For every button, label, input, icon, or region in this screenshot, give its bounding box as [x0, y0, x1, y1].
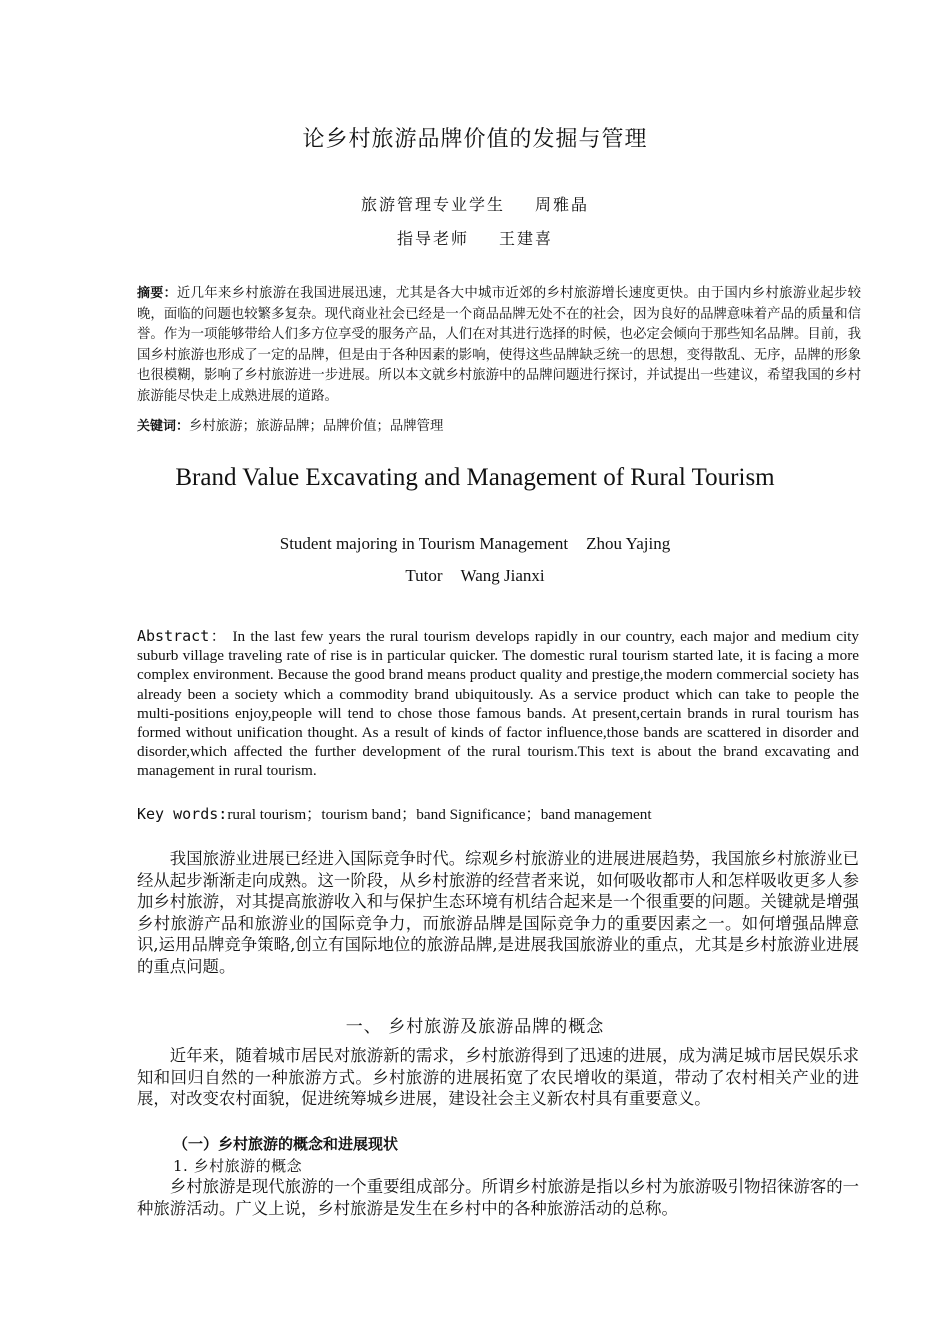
english-keywords-text: rural tourism；tourism band；band Significance；band management	[227, 806, 652, 823]
chinese-keywords	[137, 417, 861, 437]
english-author-line	[0, 534, 950, 554]
chinese-tutor-line	[0, 226, 950, 249]
english-tutor-role: Tutor	[405, 566, 443, 585]
english-keywords	[137, 804, 859, 825]
section-1-paragraph: 近年来，随着城市居民对旅游新的需求，乡村旅游得到了迅速的进展，成为满足城市居民娱乐求知和回归自然的一种旅游方式。乡村旅游的进展拓宽了农民增收的渠道，带动了农村相关产业的进展，对改变农村面貌，促进统筹城乡进展，建设社会主义新农村具有重要意义。	[137, 1046, 859, 1109]
chinese-abstract-label: 摘要：	[137, 286, 177, 301]
chinese-tutor-role: 指导老师	[396, 229, 469, 248]
chinese-title: 论乡村旅游品牌价值的发掘与管理	[302, 127, 648, 152]
english-author-role: Student majoring in Tourism Management	[279, 534, 569, 553]
chinese-author-role: 旅游管理专业学生	[360, 195, 505, 214]
item-paragraph: 乡村旅游是现代旅游的一个重要组成部分。所谓乡村旅游是指以乡村为旅游吸引物招徕游客的一种旅游活动。广义上说，乡村旅游是发生在乡村中的各种旅游活动的总称。	[137, 1177, 859, 1218]
intro-paragraph: 我国旅游业进展已经进入国际竞争时代。综观乡村旅游业的进展进展趋势，我国旅乡村旅游业已经从起步渐渐走向成熟。这一阶段，从乡村旅游的经营者来说，如何吸收都市人和怎样吸收更多人参加乡村旅游，对其提高旅游收入和与保护生态环境有机结合起来是一个很重要的问题。关键就是增强乡村旅游产品和旅游业的国际竞争力，而旅游品牌是国际竞争力的重要因素之一。如何增强品牌意识,运用品牌竞争策略,创立有国际地位的旅游品牌,是进展我国旅游业的重点，尤其是乡村旅游业进展的重点问题。	[137, 849, 859, 976]
chinese-abstract	[137, 284, 861, 407]
english-tutor-name: Wang Jianxi	[460, 566, 545, 585]
english-tutor-line	[0, 566, 950, 586]
english-abstract	[137, 627, 859, 781]
english-title: Brand Value Excavating and Management of Rural Tourism	[175, 464, 775, 491]
chinese-keywords-text: 乡村旅游；旅游品牌；品牌价值；品牌管理	[189, 419, 444, 434]
subsection-heading: （一）乡村旅游的概念和进展现状	[173, 1135, 399, 1153]
english-abstract-label: Abstract：	[137, 627, 228, 645]
english-abstract-text: In the last few years the rural tourism develops rapidly in our country, each major and medium city suburb village traveling rate of rise is in particular quicker. The domestic rural tourism started late, it is facing a more complex environment. Because the good brand means product quality and prestige,the modern commercial society has already been a society which a commodity brand ubiquitously. As a service product which can take to people the multi-positions enjoy,people will tend to chose those famous bands. At present,certain brands in rural tourism has formed without unification thought. As a result of kinds of factor influence,those bands are scattered in disorder and disorder,which affected the further development of the rural tourism.This text is about the brand excavating and management in rural tourism.	[137, 628, 859, 780]
chinese-author-line	[0, 192, 950, 215]
chinese-abstract-text: 近几年来乡村旅游在我国进展迅速，尤其是各大中城市近郊的乡村旅游增长速度更快。由于国内乡村旅游业起步较晚，面临的问题也较繁多复杂。现代商业社会已经是一个商品品牌无处不在的社会，因为良好的品牌意味着产品的质量和信誉。作为一项能够带给人们多方位享受的服务产品，人们在对其进行选择的时候，也必定会倾向于那些知名品牌。目前，我国乡村旅游也形成了一定的品牌，但是由于各种因素的影响，使得这些品牌缺乏统一的思想，变得散乱、无序，品牌的形象也很模糊，影响了乡村旅游进一步进展。所以本文就乡村旅游中的品牌问题进行探讨，并试提出一些建议，希望我国的乡村旅游能尽快走上成熟进展的道路。	[137, 286, 861, 404]
chinese-keywords-label: 关键词：	[137, 419, 190, 434]
item-heading: 1. 乡村旅游的概念	[173, 1157, 303, 1175]
english-author-name: Zhou Yajing	[586, 534, 671, 553]
chinese-author-name: 周雅晶	[535, 195, 590, 214]
chinese-tutor-name: 王建喜	[499, 229, 554, 248]
section-1-heading: 一、 乡村旅游及旅游品牌的概念	[345, 1017, 605, 1037]
english-keywords-label: Key words:	[137, 805, 228, 823]
